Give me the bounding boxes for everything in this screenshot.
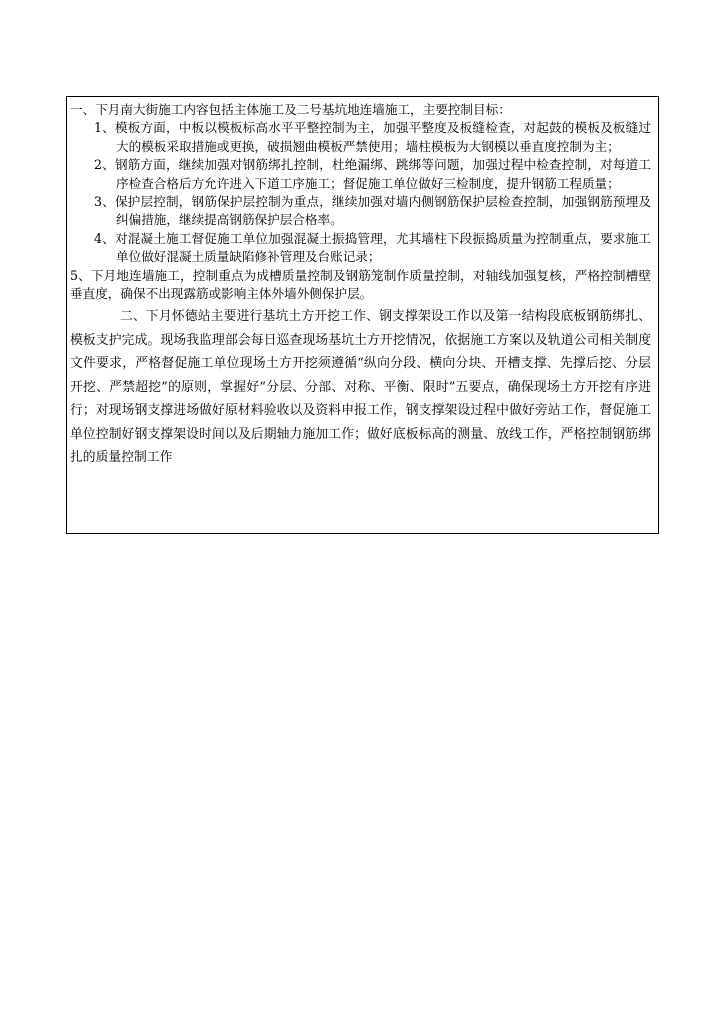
control-item-1: 1、模板方面，中板以模板标高水平平整控制为主，加强平整度及板缝检查，对起鼓的模板及板缝过大的模板采取措施或更换，破损翘曲模板严禁使用；墙柱模板为大钢模以垂直度控制为主；	[94, 120, 651, 154]
control-item-3: 3、保护层控制，钢筋保护层控制为重点，继续加强对墙内侧钢筋保护层检查控制，加强钢筋预埋及纠偏措施，继续提高钢筋保护层合格率。	[94, 194, 651, 228]
control-item-2: 2、钢筋方面，继续加强对钢筋绑扎控制，杜绝漏绑、跳绑等问题，加强过程中检查控制，对每道工序检查合格后方允许进入下道工序施工；督促施工单位做好三检制度，提升钢筋工程质量；	[94, 157, 651, 191]
report-table-cell	[66, 96, 659, 534]
control-item-4: 4、对混凝土施工督促施工单位加强混凝土振捣管理，尤其墙柱下段振捣质量为控制重点，要求施工单位做好混凝土质量缺陷修补管理及台账记录；	[94, 230, 651, 265]
report-content	[67, 101, 658, 469]
section-2-paragraph: 二、下月怀德站主要进行基坑土方开挖工作、钢支撑架设工作以及第一结构段底板钢筋绑扎、模板支护完成。现场我监理部会每日巡查现场基坑土方开挖情况，依据施工方案以及轨道公司相关制度文件要求，严格督促施工单位现场土方开挖须遵循“纵向分段、横向分块、开槽支撑、先撑后挖、分层开挖、严禁超挖”的原则，掌握好“分层、分部、对称、平衡、限时”五要点，确保现场土方开挖有序进行；对现场钢支撑进场做好原材料验收以及资料申报工作，钢支撑架设过程中做好旁站工作，督促施工单位控制好钢支撑架设时间以及后期轴力施加工作；做好底板标高的测量、放线工作，严格控制钢筋绑扎的质量控制工作	[70, 309, 651, 465]
control-item-5: 5、下月地连墙施工，控制重点为成槽质量控制及钢筋笼制作质量控制，对轴线加强复核，严格控制槽壁垂直度，确保不出现露筋或影响主体外墙外侧保护层。	[70, 267, 651, 302]
section-1-intro: 一、下月南大街施工内容包括主体施工及二号基坑地连墙施工，主要控制目标：	[70, 102, 511, 117]
